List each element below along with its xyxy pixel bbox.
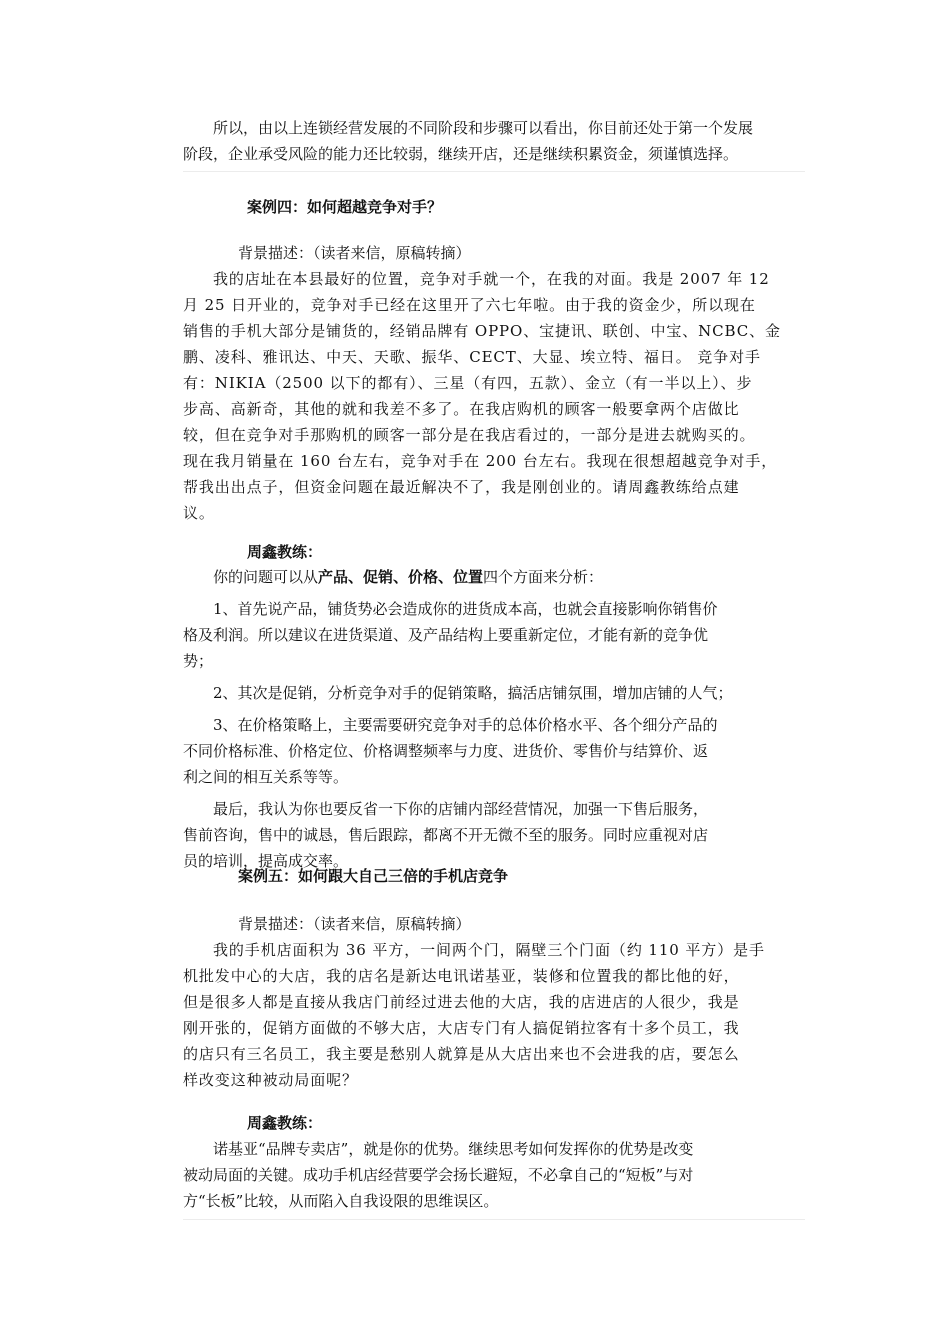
text-line: 帮我出出点子，但资金问题在最近解决不了，我是刚创业的。请周鑫教练给点建 (183, 478, 740, 496)
case5-letter (183, 911, 805, 1093)
coach-label: 周鑫教练： (247, 1114, 323, 1132)
text-line: 样改变这种被动局面呢？ (183, 1071, 358, 1089)
text-line: 格及利润。所以建议在进货渠道、及产品结构上要重新定位，才能有新的竞争优 (183, 626, 709, 644)
text-line: 鹏、凌科、雅讯达、中天、天歌、振华、CECT、大显、埃立特、福日。 竞争对手 (183, 348, 761, 366)
text-line: 所以，由以上连锁经营发展的不同阶段和步骤可以看出，你目前还处于第一个发展 (213, 119, 754, 137)
text-line: 员的培训，提高成交率。 (183, 852, 349, 870)
text-line: 方“长板”比较，从而陷入自我设限的思维误区。 (183, 1192, 499, 1210)
text-line: 我的店址在本县最好的位置，竞争对手就一个，在我的对面。我是 2007 年 12 (213, 270, 770, 288)
text-line: 机批发中心的大店，我的店名是新达电讯诺基亚，装修和位置我的都比他的好， (183, 967, 740, 985)
case4-answer (183, 564, 805, 874)
text-line: 最后，我认为你也要反省一下你的店铺内部经营情况，加强一下售后服务， (213, 800, 709, 818)
text-line: 被动局面的关键。成功手机店经营要学会扬长避短，不必拿自己的“短板”与对 (183, 1166, 694, 1184)
text-line: 销售的手机大部分是铺货的，经销品牌有 OPPO、宝捷讯、联创、中宝、NCBC、金 (183, 322, 781, 340)
text-line: 3、在价格策略上，主要需要研究竞争对手的总体价格水平、各个细分产品的 (213, 716, 718, 734)
text-line: 的店只有三名员工，我主要是愁别人就算是从大店出来也不会进我的店，要怎么 (183, 1045, 740, 1063)
text-line: 步高、高新奇，其他的就和我差不多了。在我店购机的顾客一般要拿两个店做比 (183, 400, 740, 418)
text-line: 阶段，企业承受风险的能力还比较弱，继续开店，还是继续积累资金，须谨慎选择。 (183, 145, 739, 163)
text-line: 刚开张的，促销方面做的不够大店，大店专门有人搞促销拉客有十多个员工，我 (183, 1019, 740, 1037)
divider (183, 171, 805, 172)
case5-title: 案例五：如何跟大自己三倍的手机店竞争 (238, 867, 509, 885)
background-label: 背景描述：（读者来信，原稿转摘） (238, 915, 471, 933)
text-line: 但是很多人都是直接从我店门前经过进去他的大店，我的店进店的人很少，我是 (183, 993, 740, 1011)
text-line: 1、首先说产品，铺货势必会造成你的进货成本高，也就会直接影响你销售价 (213, 600, 718, 618)
text-line: 我的手机店面积为 36 平方，一间两个门，隔壁三个门面（约 110 平方）是手 (213, 941, 765, 959)
text-run: 四个方面来分析： (483, 568, 604, 586)
divider (183, 1219, 805, 1220)
case5-answer (183, 1136, 805, 1214)
case4-letter (183, 240, 805, 526)
coach-label: 周鑫教练： (247, 543, 323, 561)
letter-body (183, 937, 805, 1093)
text-line: 2、其次是促销，分析竞争对手的促销策略，搞活店铺氛围，增加店铺的人气； (213, 684, 733, 702)
text-line: 势； (183, 652, 214, 670)
keywords: 产品、促销、价格、位置 (318, 568, 484, 586)
background-label: 背景描述：（读者来信，原稿转摘） (238, 244, 471, 262)
text-line: 议。 (183, 504, 215, 522)
text-run: 你的问题可以从 (213, 568, 319, 586)
text-line: 利之间的相互关系等等。 (183, 768, 349, 786)
letter-body (183, 266, 805, 526)
intro-paragraph (183, 115, 805, 167)
text-line: 较，但在竞争对手那购机的顾客一部分是在我店看过的，一部分是进去就购买的。 (183, 426, 756, 444)
text-line: 售前咨询，售中的诚恳，售后跟踪，都离不开无微不至的服务。同时应重视对店 (183, 826, 709, 844)
answer-intro (183, 564, 805, 590)
text-line: 诺基亚“品牌专卖店”，就是你的优势。继续思考如何发挥你的优势是改变 (213, 1140, 694, 1158)
text-line: 月 25 日开业的，竞争对手已经在这里开了六七年啦。由于我的资金少，所以现在 (183, 296, 756, 314)
text-line: 有：NIKIA（2500 以下的都有）、三星（有四，五款）、金立（有一半以上）、步 (183, 374, 753, 392)
text-line: 现在我月销量在 160 台左右，竞争对手在 200 台左右。我现在很想超越竞争对手， (183, 452, 778, 470)
text-line: 不同价格标准、价格定位、价格调整频率与力度、进货价、零售价与结算价、返 (183, 742, 709, 760)
case4-title: 案例四：如何超越竞争对手？ (247, 198, 443, 216)
